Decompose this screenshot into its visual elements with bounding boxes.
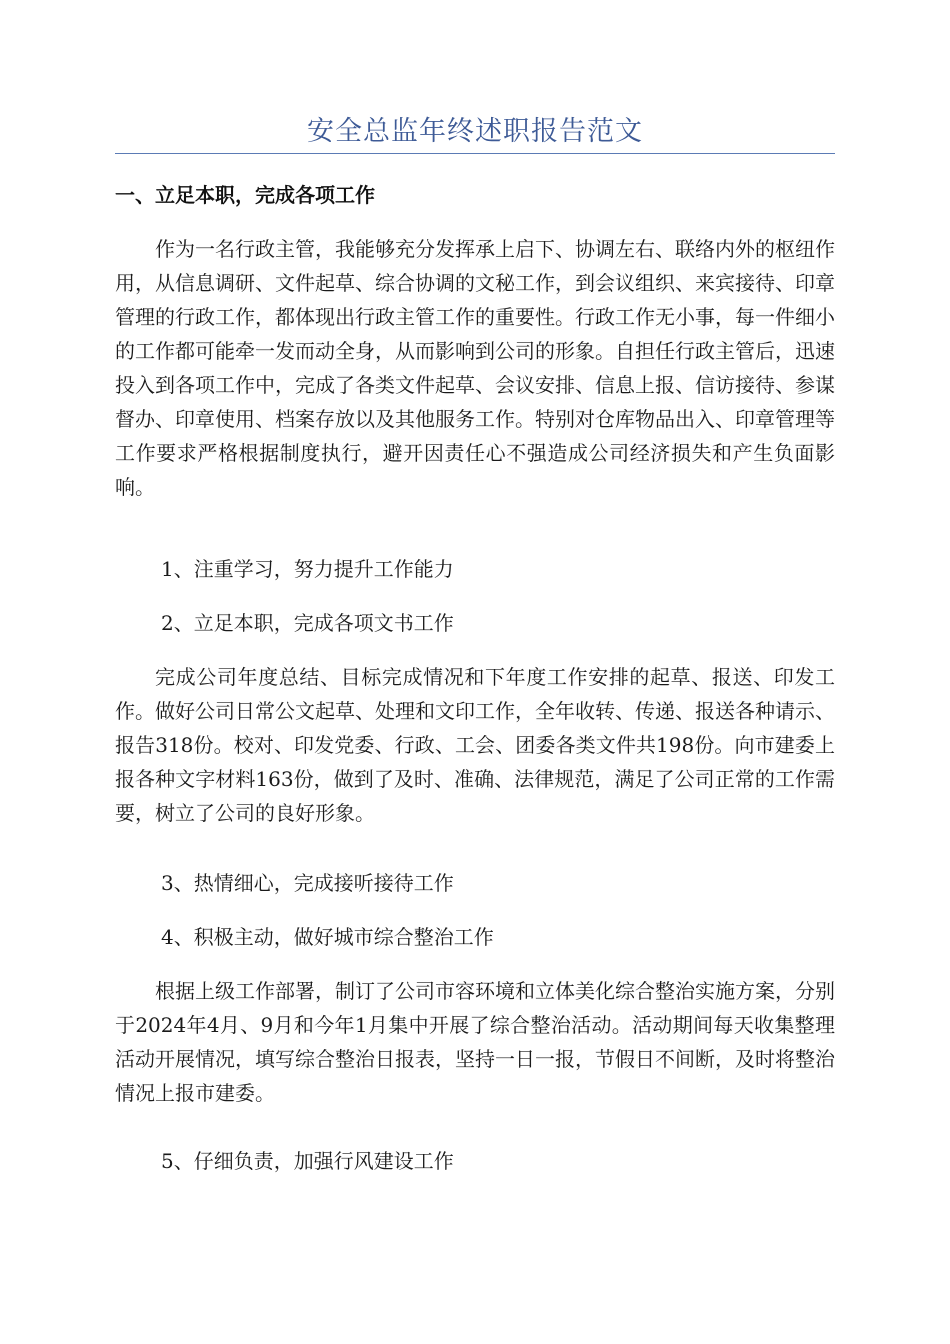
paragraph-1: 作为一名行政主管，我能够充分发挥承上启下、协调左右、联络内外的枢纽作用，从信息调研、文件起草、综合协调的文秘工作，到会议组织、来宾接待、印章管理的行政工作，都体现出行政主管工作的重要性。行政工作无小事，每一件细小的工作都可能牵一发而动全身，从而影响到公司的形象。自担任行政主管后，迅速投入到各项工作中，完成了各类文件起草、会议安排、信息上报、信访接待、参谋督办、印章使用、档案存放以及其他服务工作。特别对仓库物品出入、印章管理等工作要求严格根据制度执行，避开因责任心不强造成公司经济损失和产生负面影响。 [115,237,835,499]
document-title: 安全总监年终述职报告范文 [307,116,643,147]
paragraph-3: 根据上级工作部署，制订了公司市容环境和立体美化综合整治实施方案，分别于2024年4月、9月和今年1月集中开展了综合整治活动。活动期间每天收集整理活动开展情况，填写综合整治日报表，坚持一日一报，节假日不间断，及时将整治情况上报市建委。 [115,979,835,1105]
list-item-2: 2、立足本职，完成各项文书工作 [161,611,454,635]
paragraph-2: 完成公司年度总结、目标完成情况和下年度工作安排的起草、报送、印发工作。做好公司日常公文起草、处理和文印工作，全年收转、传递、报送各种请示、报告318份。校对、印发党委、行政、工会、团委各类文件共198份。向市建委上报各种文字材料163份，做到了及时、准确、法律规范，满足了公司正常的工作需要，树立了公司的良好形象。 [115,665,835,825]
list-item-4: 4、积极主动，做好城市综合整治工作 [161,925,494,949]
section-heading: 一、立足本职，完成各项工作 [115,183,375,207]
list-item-3: 3、热情细心，完成接听接待工作 [161,871,454,895]
title-underline [115,153,835,154]
list-item-5: 5、仔细负责，加强行风建设工作 [161,1149,454,1173]
list-item-1: 1、注重学习，努力提升工作能力 [161,557,454,581]
